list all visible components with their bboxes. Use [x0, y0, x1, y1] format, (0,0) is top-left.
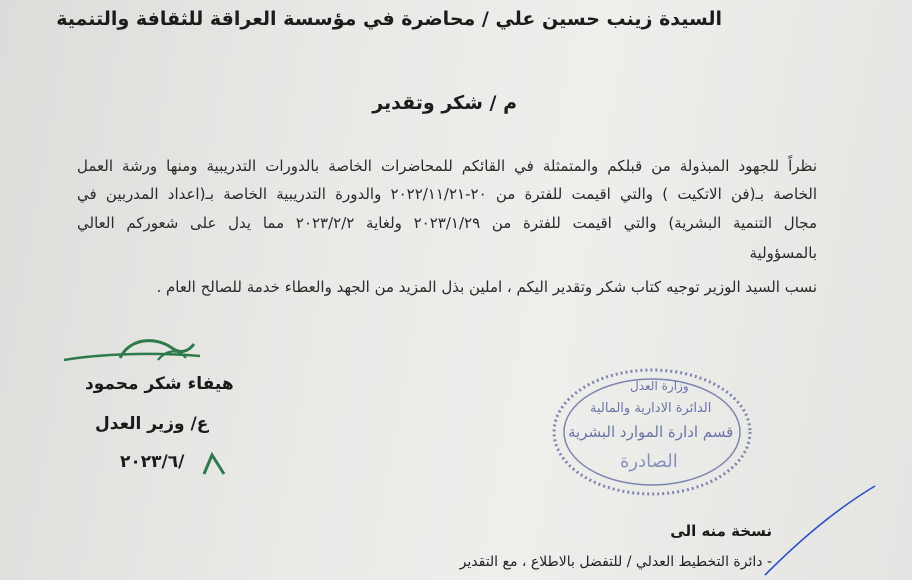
recipient-heading: السيدة زينب حسين علي / محاضرة في مؤسسة العراقة للثقافة والتنمية: [56, 8, 722, 30]
stamp-line-2: الدائرة الادارية والمالية: [590, 401, 712, 416]
subject-heading: م / شكر وتقدير: [372, 92, 517, 114]
stamp-line-1: وزارة العدل: [630, 379, 689, 393]
body-line-1: نظراً للجهود المبذولة من قبلكم والمتمثلة في القائكم للمحاضرات الخاصة بالدورات التدريبية ومنها ورشة العمل: [77, 157, 817, 175]
handwritten-day-mark: [200, 452, 228, 478]
handwritten-signature: [60, 330, 210, 375]
stamp-line-3: قسم ادارة الموارد البشرية: [568, 423, 734, 441]
stamp-line-4: الصادرة: [620, 451, 678, 472]
copy-to-title: نسخة منه الى: [670, 522, 772, 540]
signatory-title: ع/ وزير العدل: [95, 414, 209, 434]
signature-date: [120, 452, 184, 472]
body-line-2: الخاصة بـ(فن الاتكيت ) والتي اقيمت للفترة من ٢٠-٢٠٢٢/١١/٢١ والدورة التدريبية الخاصة بـ(اعداد المدربين في: [77, 185, 817, 203]
body-line-5: نسب السيد الوزير توجيه كتاب شكر وتقدير اليكم ، املين بذل المزيد من الجهد والعطاء خدمة للصالح العام .: [156, 278, 817, 296]
copy-to-item: - دائرة التخطيط العدلي / للتفضل بالاطلاع ، مع التقدير: [459, 554, 772, 570]
signatory-name: هيفاء شكر محمود: [85, 374, 234, 394]
signature-date-text: ٢٠٢٣/٦/: [120, 452, 185, 472]
body-line-4: بالمسؤولية: [749, 244, 817, 262]
body-line-3: مجال التنمية البشرية) والتي اقيمت للفترة من ٢٠٢٣/١/٢٩ ولغاية ٢٠٢٣/٢/٢ مما يدل على شعوركم العالي: [77, 214, 817, 232]
pen-stroke: [760, 480, 880, 580]
official-stamp: [550, 365, 755, 500]
